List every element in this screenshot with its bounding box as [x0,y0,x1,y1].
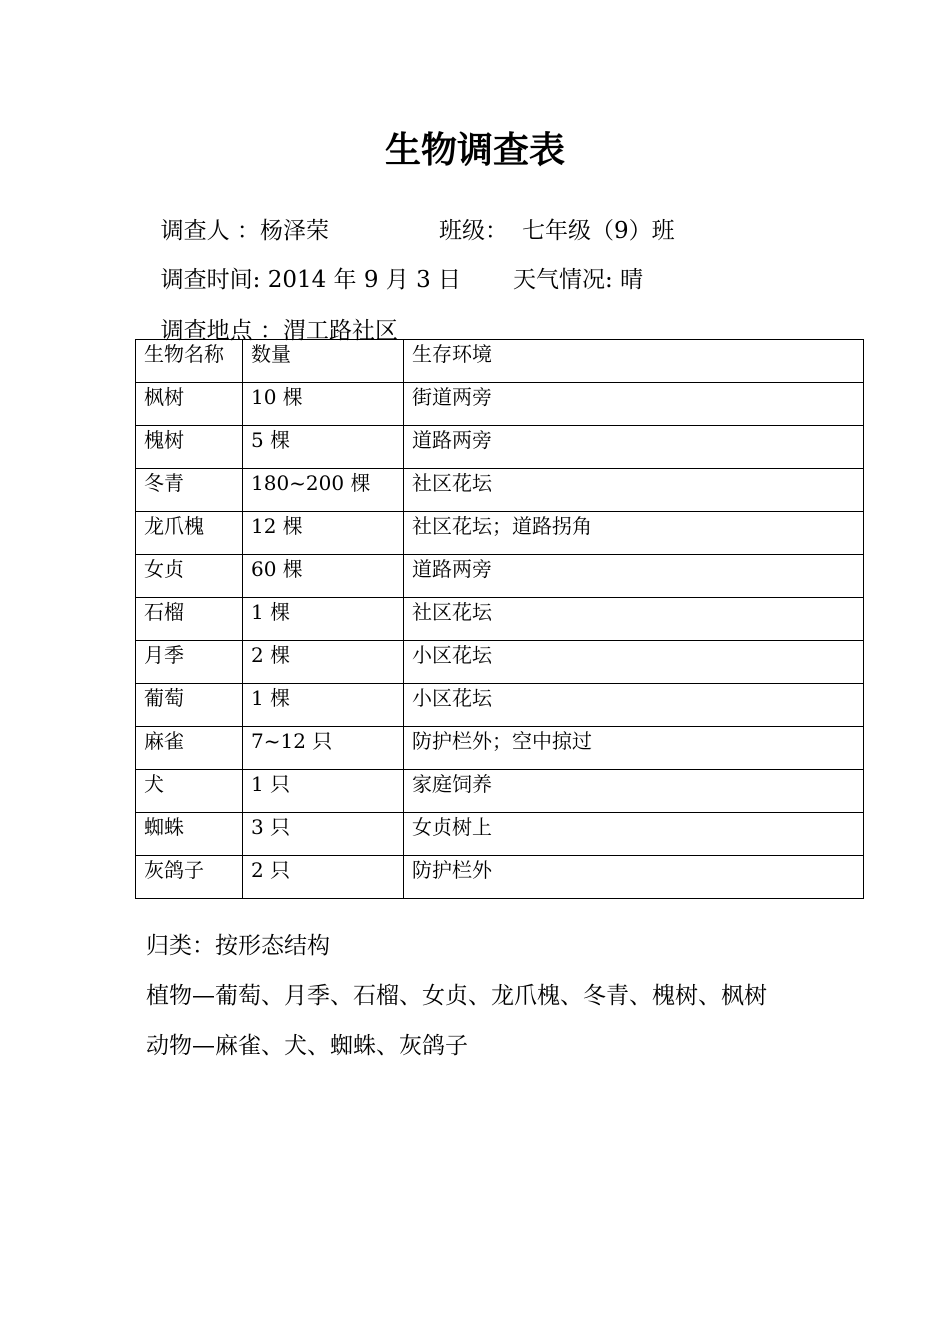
cell-habitat: 道路两旁 [404,555,864,598]
weather-label: 天气情况: [513,267,621,293]
header-cell-quantity: 数量 [243,340,404,383]
table-row [136,770,864,813]
class-label: 班级： [438,218,508,244]
investigator-label: 调查人 ： [160,218,260,244]
header-cell-habitat: 生存环境 [404,340,864,383]
cell-name: 龙爪槐 [136,512,243,555]
table-row [136,469,864,512]
cell-quantity: 10 棵 [243,383,404,426]
investigator-name: 杨泽荣 [259,218,329,244]
time-value: 2014 年 9 月 3 日 [267,267,462,293]
animals-list: 动物—麻雀、犬、蜘蛛、灰鸽子 [146,1033,468,1059]
table-row [136,684,864,727]
cell-name: 葡萄 [136,684,243,727]
cell-quantity: 12 棵 [243,512,404,555]
cell-habitat: 小区花坛 [404,684,864,727]
place-value: 渭工路社区 [282,318,398,344]
cell-quantity: 2 只 [243,856,404,899]
table-row [136,555,864,598]
cell-habitat: 防护栏外 [404,856,864,899]
cell-habitat: 女贞树上 [404,813,864,856]
cell-quantity: 7~12 只 [243,727,404,770]
cell-name: 槐树 [136,426,243,469]
cell-name: 月季 [136,641,243,684]
table-row [136,856,864,899]
time-label: 调查时间: [160,267,268,293]
cell-quantity: 5 棵 [243,426,404,469]
table-row [136,641,864,684]
place-label: 调查地点 ： [160,318,283,344]
cell-quantity: 60 棵 [243,555,404,598]
table-row [136,512,864,555]
cell-habitat: 社区花坛；道路拐角 [404,512,864,555]
cell-name: 石榴 [136,598,243,641]
cell-quantity: 180~200 棵 [243,469,404,512]
weather-value: 晴 [620,267,644,293]
cell-habitat: 街道两旁 [404,383,864,426]
cell-name: 蜘蛛 [136,813,243,856]
cell-habitat: 道路两旁 [404,426,864,469]
survey-table [135,339,864,899]
cell-quantity: 1 棵 [243,598,404,641]
table-row [136,426,864,469]
cell-habitat: 社区花坛 [404,598,864,641]
class-value: 七年级（9）班 [521,218,675,244]
place-line [146,283,398,347]
cell-habitat: 防护栏外；空中掠过 [404,727,864,770]
table-row [136,813,864,856]
table-row [136,727,864,770]
cell-name: 女贞 [136,555,243,598]
classification-heading: 归类：按形态结构 [146,933,330,959]
cell-name: 麻雀 [136,727,243,770]
header-cell-name: 生物名称 [136,340,243,383]
cell-name: 冬青 [136,469,243,512]
cell-name: 枫树 [136,383,243,426]
cell-habitat: 社区花坛 [404,469,864,512]
cell-quantity: 1 只 [243,770,404,813]
cell-habitat: 小区花坛 [404,641,864,684]
cell-quantity: 1 棵 [243,684,404,727]
document-title: 生物调查表 [384,129,565,171]
cell-quantity: 2 棵 [243,641,404,684]
cell-quantity: 3 只 [243,813,404,856]
cell-name: 犬 [136,770,243,813]
table-header-row [136,340,864,383]
plants-list: 植物—葡萄、月季、石榴、女贞、龙爪槐、冬青、槐树、枫树 [146,983,767,1009]
cell-name: 灰鸽子 [136,856,243,899]
table-row [136,383,864,426]
table-row [136,598,864,641]
cell-habitat: 家庭饲养 [404,770,864,813]
